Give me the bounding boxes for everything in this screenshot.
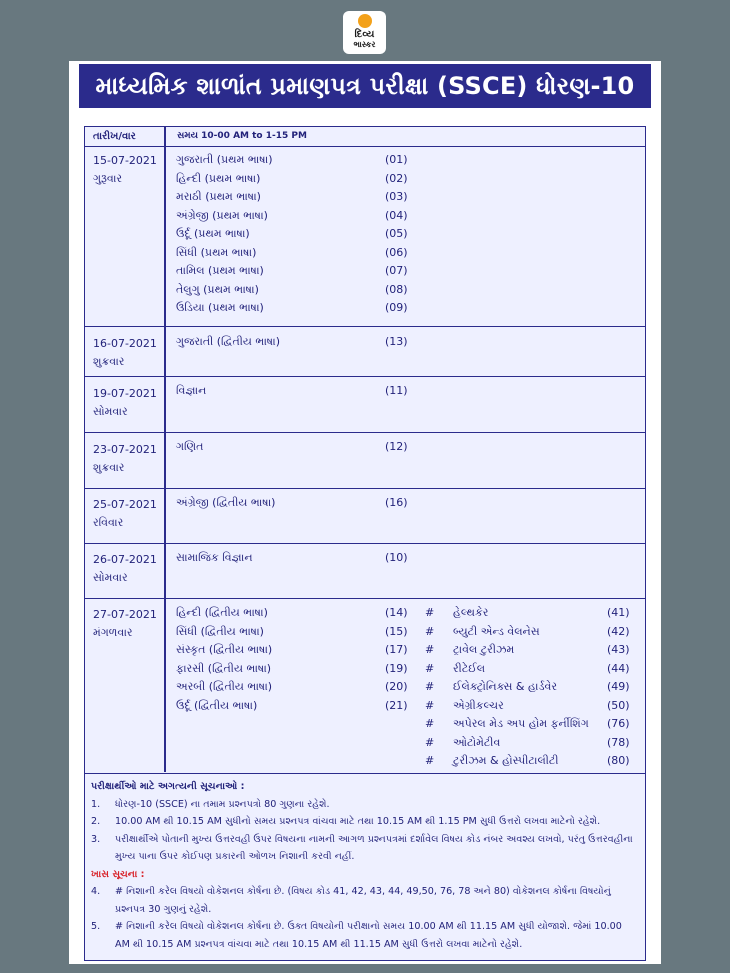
subject-name: અરબી (દ્વિતીય ભાષા)	[176, 680, 273, 693]
subject-code: (01)	[385, 153, 408, 166]
subject-code: (05)	[385, 227, 408, 240]
exam-date: 19-07-2021	[93, 387, 157, 400]
exam-weekday: ગુરૂવાર	[93, 172, 123, 185]
special-notes-title: ખાસ સૂચના :	[91, 868, 145, 880]
subject-name: હિન્દી (દ્વિતીય ભાષા)	[176, 606, 268, 619]
exam-date: 27-07-2021	[93, 608, 157, 621]
table-row	[85, 489, 645, 544]
subject-code: (20)	[385, 680, 408, 693]
logo-line-2: ભાસ્કર	[353, 40, 376, 49]
subject-name: હિન્દી (પ્રથમ ભાષા)	[176, 171, 261, 185]
subject-code: (17)	[385, 643, 408, 656]
subject-code: (10)	[385, 551, 408, 564]
subject-code: (03)	[385, 190, 408, 203]
subject-name: ફારસી (દ્વિતીય ભાષા)	[176, 661, 272, 675]
vocational-subject: હેલ્થકેર	[453, 606, 489, 619]
exam-weekday: શુક્રવાર	[93, 461, 125, 474]
table-row	[85, 377, 645, 433]
subject-name: સંસ્કૃત (દ્વિતીય ભાષા)	[176, 643, 273, 656]
subject-code: (07)	[385, 264, 408, 277]
subject-code: (08)	[385, 282, 408, 296]
schedule-table	[84, 126, 646, 961]
exam-date: 16-07-2021	[93, 337, 157, 350]
subject-name: ઉર્દૂ (દ્વિતીય ભાષા)	[176, 698, 258, 712]
vocational-code: (44)	[607, 661, 630, 675]
instruction-item: 1. ધોરણ-10 (SSCE) ના તમામ પ્રશ્નપત્રો 80 ગુણના રહેશે.	[91, 798, 330, 810]
subject-name: ગુજરાતી (પ્રથમ ભાષા)	[176, 153, 273, 166]
subject-code: (06)	[385, 245, 408, 259]
date-column-header: તારીખ/વાર	[93, 131, 136, 142]
vocational-mark: #	[425, 624, 435, 638]
vocational-subject: ટુરીઝમ & હોસ્પીટાલીટી	[453, 754, 559, 767]
subject-name: વિજ્ઞાન	[176, 384, 207, 397]
exam-date: 15-07-2021	[93, 154, 157, 167]
subject-code: (15)	[385, 624, 408, 638]
vocational-mark: #	[425, 643, 435, 656]
divya-bhaskar-logo	[343, 11, 386, 54]
table-row	[85, 433, 645, 489]
vocational-subject: એગ્રીકલ્ચર	[453, 698, 504, 712]
vocational-code: (80)	[607, 754, 630, 767]
subject-name: સામાજિક વિજ્ઞાન	[176, 551, 253, 564]
table-row	[85, 147, 645, 327]
subject-code: (14)	[385, 606, 408, 619]
subject-name: મરાઠી (પ્રથમ ભાષા)	[176, 190, 261, 203]
subject-code: (16)	[385, 496, 408, 509]
instruction-item: 2. 10.00 AM થી 10.15 AM સુધીનો સમય પ્રશ્નપત્ર વાંચવા માટે તથા 10.15 AM થી 1.15 PM સુધી ઉત્તરો લખવા માટેનો રહેશે.	[91, 816, 601, 827]
subject-code: (12)	[385, 440, 408, 453]
vocational-mark: #	[425, 754, 435, 767]
instructions-section	[85, 774, 645, 957]
page-title: માધ્યમિક શાળાંત પ્રમાણપત્ર પરીક્ષા (SSCE) ધોરણ-10	[79, 64, 651, 108]
subject-name: ગુજરાતી (દ્વિતીય ભાષા)	[176, 335, 281, 348]
vocational-mark: #	[425, 606, 435, 619]
exam-weekday: સોમવાર	[93, 405, 128, 418]
table-header	[85, 127, 645, 147]
table-row	[85, 544, 645, 599]
table-row	[85, 599, 645, 774]
vocational-subject: બ્યુટી એન્ડ વેલનેસ	[453, 624, 540, 638]
vocational-code: (76)	[607, 717, 630, 730]
exam-weekday: રવિવાર	[93, 516, 124, 529]
exam-weekday: મંગળવાર	[93, 626, 133, 639]
subject-name: અંગ્રેજી (પ્રથમ ભાષા)	[176, 208, 268, 222]
time-header: સમય 10-00 AM to 1-15 PM	[177, 131, 307, 141]
vocational-code: (42)	[607, 624, 630, 638]
vocational-code: (41)	[607, 606, 630, 619]
vocational-mark: #	[425, 680, 435, 693]
subject-code: (13)	[385, 335, 408, 348]
subject-name: તામિલ (પ્રથમ ભાષા)	[176, 264, 264, 277]
table-row	[85, 327, 645, 377]
subject-code: (04)	[385, 208, 408, 222]
vocational-code: (49)	[607, 680, 630, 693]
vocational-mark: #	[425, 717, 435, 730]
subject-code: (09)	[385, 301, 408, 314]
sun-icon	[358, 14, 372, 28]
subject-name: સિંધી (પ્રથમ ભાષા)	[176, 245, 257, 259]
vocational-code: (50)	[607, 698, 630, 712]
vocational-subject: ટ્રાવેલ ટુરીઝમ	[453, 643, 515, 656]
subject-name: અંગ્રેજી (દ્વિતીય ભાષા)	[176, 496, 276, 509]
vocational-mark: #	[425, 698, 435, 712]
exam-date: 23-07-2021	[93, 443, 157, 456]
vocational-code: (78)	[607, 735, 630, 749]
exam-date: 25-07-2021	[93, 498, 157, 511]
instruction-item: 5. # નિશાની કરેલ વિષયો વોકેશનલ કોર્ષના છે. ઉક્ત વિષયોની પરીક્ષાનો સમય 10.00 AM થી 11.15 AM સુધી યોજાશે. જેમાં 10.00 AM થી 10.15 AM પ્રશ્નપત્ર વાંચવા માટે તથા 10.15 AM થી 11.15 AM સુધી ઉત્તરો લખવા માટેનો રહેશે.	[91, 921, 622, 950]
instruction-item: 4. # નિશાની કરેલ વિષયો વોકેશનલ કોર્ષના છે. (વિષય કોડ 41, 42, 43, 44, 49,50, 76, 78 અને 80) વોકેશનલ કોર્ષના વિષયોનું પ્રશ્નપત્ર 30 ગુણનું રહેશે.	[91, 886, 611, 915]
subject-code: (11)	[385, 384, 408, 397]
vocational-subject: રીટેઈલ	[453, 661, 486, 675]
vocational-subject: ઓટોમેટીવ	[453, 735, 501, 749]
instruction-item: 3. પરીક્ષાર્થીએ પોતાની મુખ્ય ઉત્તરવહી ઉપર વિષયના નામની આગળ પ્રશ્નપત્રમાં દર્શાવેલ વિષય કોડ નંબર અવશ્ય લખવો, પરંતુ ઉત્તરવહીના મુખ્ય પાના ઉપર કોઈપણ પ્રકારની ઓળખ નિશાની કરવી નહીં.	[91, 833, 633, 862]
vocational-mark: #	[425, 735, 435, 749]
subject-code: (19)	[385, 661, 408, 675]
subject-code: (21)	[385, 698, 408, 712]
vocational-code: (43)	[607, 643, 630, 656]
subject-code: (02)	[385, 171, 408, 185]
vocational-subject: અપેરલ મેડ અપ હોમ ફર્નીશિંગ	[453, 717, 589, 730]
exam-date: 26-07-2021	[93, 553, 157, 566]
vocational-subject: ઈલેક્ટ્રોનિક્સ & હાર્ડવેર	[453, 680, 558, 693]
logo-line-1: દિવ્ય	[354, 29, 375, 40]
vocational-mark: #	[425, 661, 435, 675]
subject-name: ગણિત	[176, 440, 204, 453]
subject-name: તેલુગુ (પ્રથમ ભાષા)	[176, 282, 259, 296]
subject-name: ઉડિયા (પ્રથમ ભાષા)	[176, 301, 264, 314]
instructions-title: પરીક્ષાર્થીઓ માટે અગત્યની સૂચનાઓ :	[91, 781, 245, 792]
subject-name: ઉર્દૂ (પ્રથમ ભાષા)	[176, 227, 250, 240]
exam-weekday: સોમવાર	[93, 571, 128, 584]
exam-timetable-page	[69, 61, 661, 964]
exam-weekday: શુક્રવાર	[93, 355, 125, 368]
subject-name: સિંધી (દ્વિતીય ભાષા)	[176, 624, 264, 638]
